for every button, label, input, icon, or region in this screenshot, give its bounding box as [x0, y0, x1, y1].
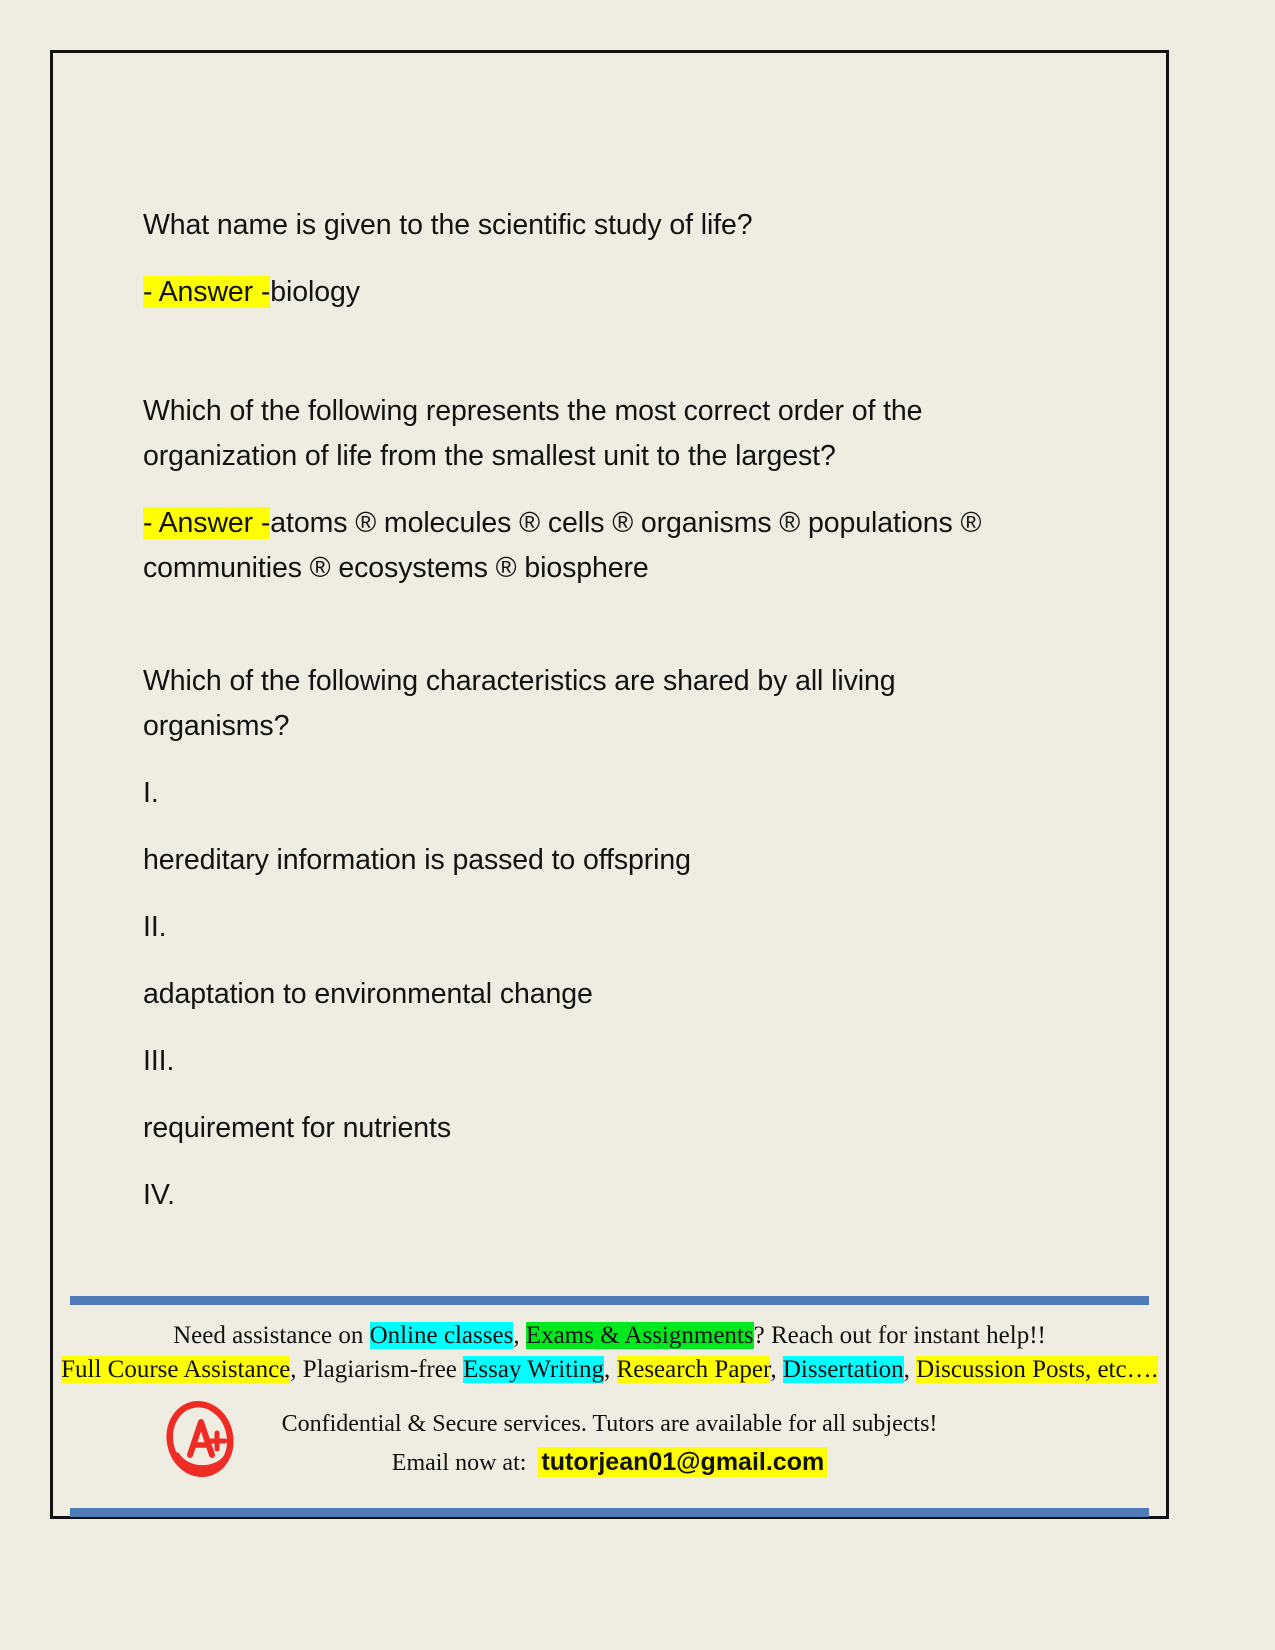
answer-2-line-2: communities ® ecosystems ® biosphere — [143, 552, 649, 584]
answer-1 — [143, 270, 1083, 315]
question-2-line-2: organization of life from the smallest unit to the largest? — [143, 440, 836, 472]
list-item-text-3: requirement for nutrients — [143, 1112, 451, 1144]
promo-tagline: Confidential & Secure services. Tutors are available for all subjects! — [281, 1411, 938, 1437]
promo-essay-writing: Essay Writing — [463, 1356, 605, 1383]
qa-block-2 — [143, 389, 1083, 591]
promo-line2-plain-4: , — [903, 1356, 917, 1383]
list-item-text-1: hereditary information is passed to offspring — [143, 844, 691, 876]
promo-line1-pre: Need assistance on — [173, 1322, 370, 1349]
email-label: Email now at: — [391, 1450, 527, 1476]
question-3-line-1: Which of the following characteristics are shared by all living — [143, 665, 896, 697]
promo-research-paper: Research Paper — [616, 1356, 771, 1383]
promo-line1-mid: , — [513, 1322, 526, 1349]
block-gap-1 — [143, 315, 1083, 389]
answer-1-text: biology — [270, 276, 360, 308]
promo-line2-plain-2: , — [604, 1356, 617, 1383]
a-plus-logo-icon — [163, 1399, 237, 1479]
answer-2-text-1: atoms ® molecules ® cells ® organisms ® populations ® — [270, 507, 982, 539]
block-gap-2 — [143, 591, 1083, 659]
promo-line-1 — [53, 1319, 1166, 1353]
answer-2-line-1 — [143, 501, 1083, 546]
divider-top — [70, 1296, 1149, 1305]
question-3-line-2: organisms? — [143, 710, 290, 742]
list-item-numeral-2: II. — [143, 911, 167, 943]
footer-spacer — [53, 1482, 1166, 1508]
promo-line2-plain-3: , — [770, 1356, 783, 1383]
answer-marker-2: - Answer - — [143, 507, 271, 539]
email-address[interactable]: tutorjean01@gmail.com — [538, 1447, 827, 1477]
promo-online-classes: Online classes — [369, 1322, 514, 1349]
question-2-line-1: Which of the following represents the most correct order of the — [143, 395, 923, 427]
qa-block-3 — [143, 659, 1083, 749]
promo-dissertation: Dissertation — [782, 1356, 904, 1383]
list-item-text-2: adaptation to environmental change — [143, 978, 593, 1010]
promo-exams-assignments: Exams & Assignments — [525, 1322, 754, 1349]
promo-text-block — [53, 1319, 1166, 1387]
promo-line1-post: ? Reach out for instant help!! — [753, 1322, 1046, 1349]
promo-discussion-posts: Discussion Posts, etc…. — [916, 1356, 1158, 1383]
document-page — [50, 50, 1169, 1519]
list-item-numeral-3: III. — [143, 1045, 175, 1077]
promo-line-2 — [53, 1353, 1166, 1387]
document-body — [143, 203, 1083, 1218]
qa-block-1 — [143, 203, 1083, 315]
question-1-text: What name is given to the scientific study of life? — [143, 209, 753, 241]
divider-bottom — [70, 1508, 1149, 1517]
list-item-numeral-1: I. — [143, 777, 159, 809]
promo-contact-block — [53, 1405, 1166, 1482]
promo-footer — [53, 1296, 1166, 1516]
answer-marker-1: - Answer - — [143, 276, 271, 308]
list-item-numeral-4: IV. — [143, 1179, 175, 1211]
promo-full-course-assistance: Full Course Assistance — [61, 1356, 291, 1383]
promo-line2-plain-1: , Plagiarism-free — [290, 1356, 464, 1383]
